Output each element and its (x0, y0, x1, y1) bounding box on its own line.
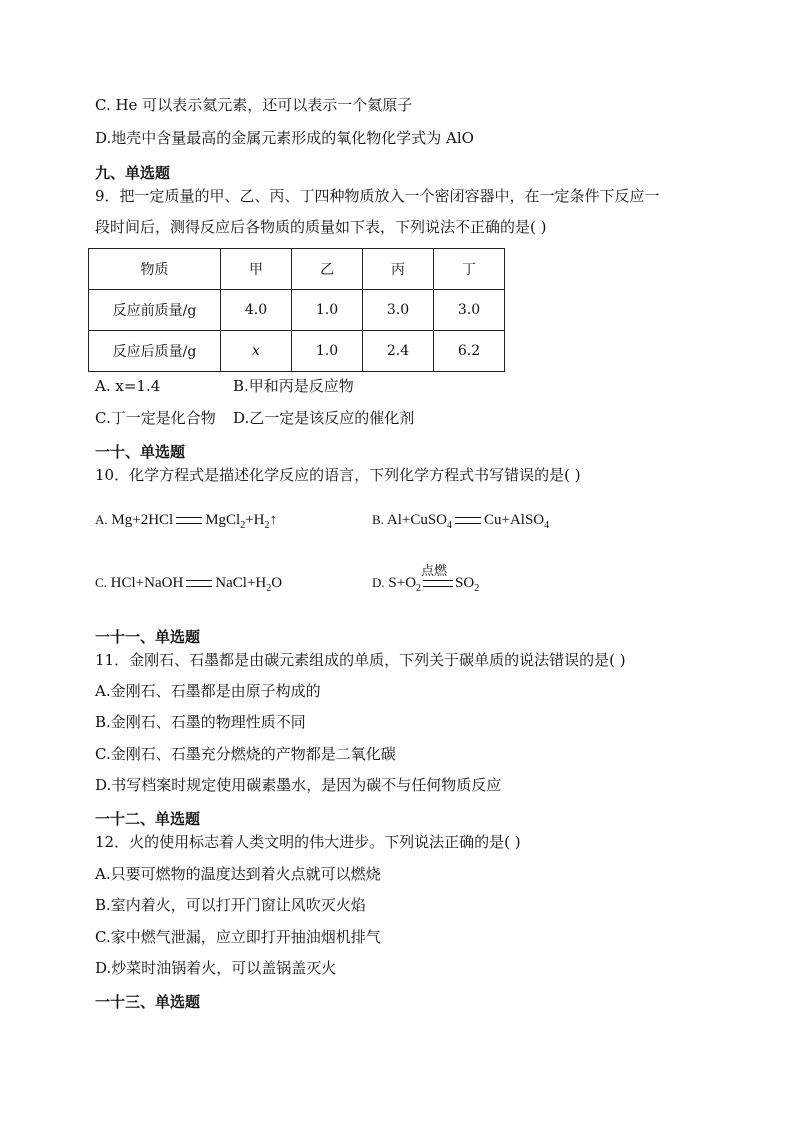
q8-option-c: C. He 可以表示氦元素，还可以表示一个氦原子 (95, 96, 413, 114)
equation-product: NaCl+H (215, 575, 267, 591)
table-cell: 2.4 (363, 331, 434, 372)
q9-stem-line2: 段时间后，测得反应后各物质的质量如下表，下列说法不正确的是( ) (95, 218, 547, 236)
table-header-cell: 乙 (292, 249, 363, 290)
q11-option-d: D.书写档案时规定使用碳素墨水，是因为碳不与任何物质反应 (95, 776, 502, 794)
q12-option-c: C.家中燃气泄漏，应立即打开抽油烟机排气 (95, 928, 381, 946)
table-cell: 4.0 (221, 290, 292, 331)
q10-stem: 10．化学方程式是描述化学反应的语言，下列化学方程式书写错误的是( ) (95, 466, 581, 484)
q10-option-d-equation (372, 564, 480, 594)
equation-product: O (271, 575, 283, 591)
subscript: 2 (240, 520, 246, 531)
equation-product: Cu+AlSO (484, 512, 545, 528)
q10-option-a-equation (95, 512, 277, 531)
equation-reactants: Mg+2HCl (111, 512, 174, 528)
subscript: 4 (544, 520, 550, 531)
option-label: C. (95, 575, 107, 590)
subscript: 2 (264, 520, 270, 531)
equals-sign (176, 517, 202, 524)
q12-stem: 12．火的使用标志着人类文明的伟大进步。下列说法正确的是( ) (95, 833, 521, 851)
q10-option-b-equation (372, 512, 549, 531)
reaction-condition (421, 564, 453, 587)
table-header-row (89, 249, 505, 290)
q12-heading: 一十二、单选题 (95, 810, 201, 828)
option-label: D. (372, 575, 385, 590)
q9-option-d: D.乙一定是该反应的催化剂 (233, 409, 415, 427)
q9-option-b: B.甲和丙是反应物 (233, 377, 354, 395)
table-cell: 3.0 (434, 290, 505, 331)
q11-stem: 11．金刚石、石墨都是由碳元素组成的单质，下列关于碳单质的说法错误的是( ) (95, 651, 626, 669)
table-cell: 反应前质量/g (89, 290, 221, 331)
subscript: 2 (266, 583, 272, 594)
table-row (89, 290, 505, 331)
table-cell: x (221, 331, 292, 372)
table-cell: 1.0 (292, 331, 363, 372)
q13-heading: 一十三、单选题 (95, 993, 201, 1011)
gas-arrow: ↑ (269, 512, 278, 528)
q11-heading: 一十一、单选题 (95, 628, 201, 646)
q10-option-c-equation (95, 575, 282, 594)
option-label: B. (372, 512, 384, 527)
q11-option-b: B.金刚石、石墨的物理性质不同 (95, 713, 306, 731)
equation-reactants: HCl+NaOH (110, 575, 184, 591)
q9-option-a: A. x=1.4 (95, 377, 161, 395)
equation-product: MgCl (205, 512, 241, 528)
subscript: 2 (474, 583, 480, 594)
q11-option-a: A.金刚石、石墨都是由原子构成的 (95, 682, 321, 700)
equals-sign (186, 580, 212, 587)
q9-mass-table (88, 248, 505, 372)
condition-label: 点燃 (421, 564, 448, 580)
equation-product: +H (245, 512, 265, 528)
q8-option-d: D.地壳中含量最高的金属元素形成的氧化物化学式为 AlO (95, 129, 474, 147)
table-row (89, 331, 505, 372)
q12-option-d: D.炒菜时油锅着火，可以盖锅盖灭火 (95, 959, 337, 977)
table-header-cell: 物质 (89, 249, 221, 290)
equation-product: SO (455, 575, 475, 591)
q9-heading: 九、单选题 (95, 164, 171, 182)
table-cell: 反应后质量/g (89, 331, 221, 372)
equals-sign (423, 580, 453, 587)
q12-option-b: B.室内着火，可以打开门窗让风吹灭火焰 (95, 896, 366, 914)
table-cell: 6.2 (434, 331, 505, 372)
q9-stem-line1: 9．把一定质量的甲、乙、丙、丁四种物质放入一个密闭容器中，在一定条件下反应一 (95, 187, 660, 205)
table-cell: 1.0 (292, 290, 363, 331)
q10-heading: 一十、单选题 (95, 443, 186, 461)
q12-option-a: A.只要可燃物的温度达到着火点就可以燃烧 (95, 865, 381, 883)
q9-option-c: C.丁一定是化合物 (95, 409, 216, 427)
table-header-cell: 丙 (363, 249, 434, 290)
equals-sign (455, 517, 481, 524)
subscript: 4 (447, 520, 452, 531)
q11-option-c: C.金刚石、石墨充分燃烧的产物都是二氧化碳 (95, 745, 396, 763)
equation-reactants: S+O (388, 575, 417, 591)
table-header-cell: 甲 (221, 249, 292, 290)
subscript: 2 (416, 583, 422, 594)
equation-reactants: Al+CuSO (386, 512, 447, 528)
option-label: A. (95, 512, 108, 527)
table-header-cell: 丁 (434, 249, 505, 290)
table-cell: 3.0 (363, 290, 434, 331)
